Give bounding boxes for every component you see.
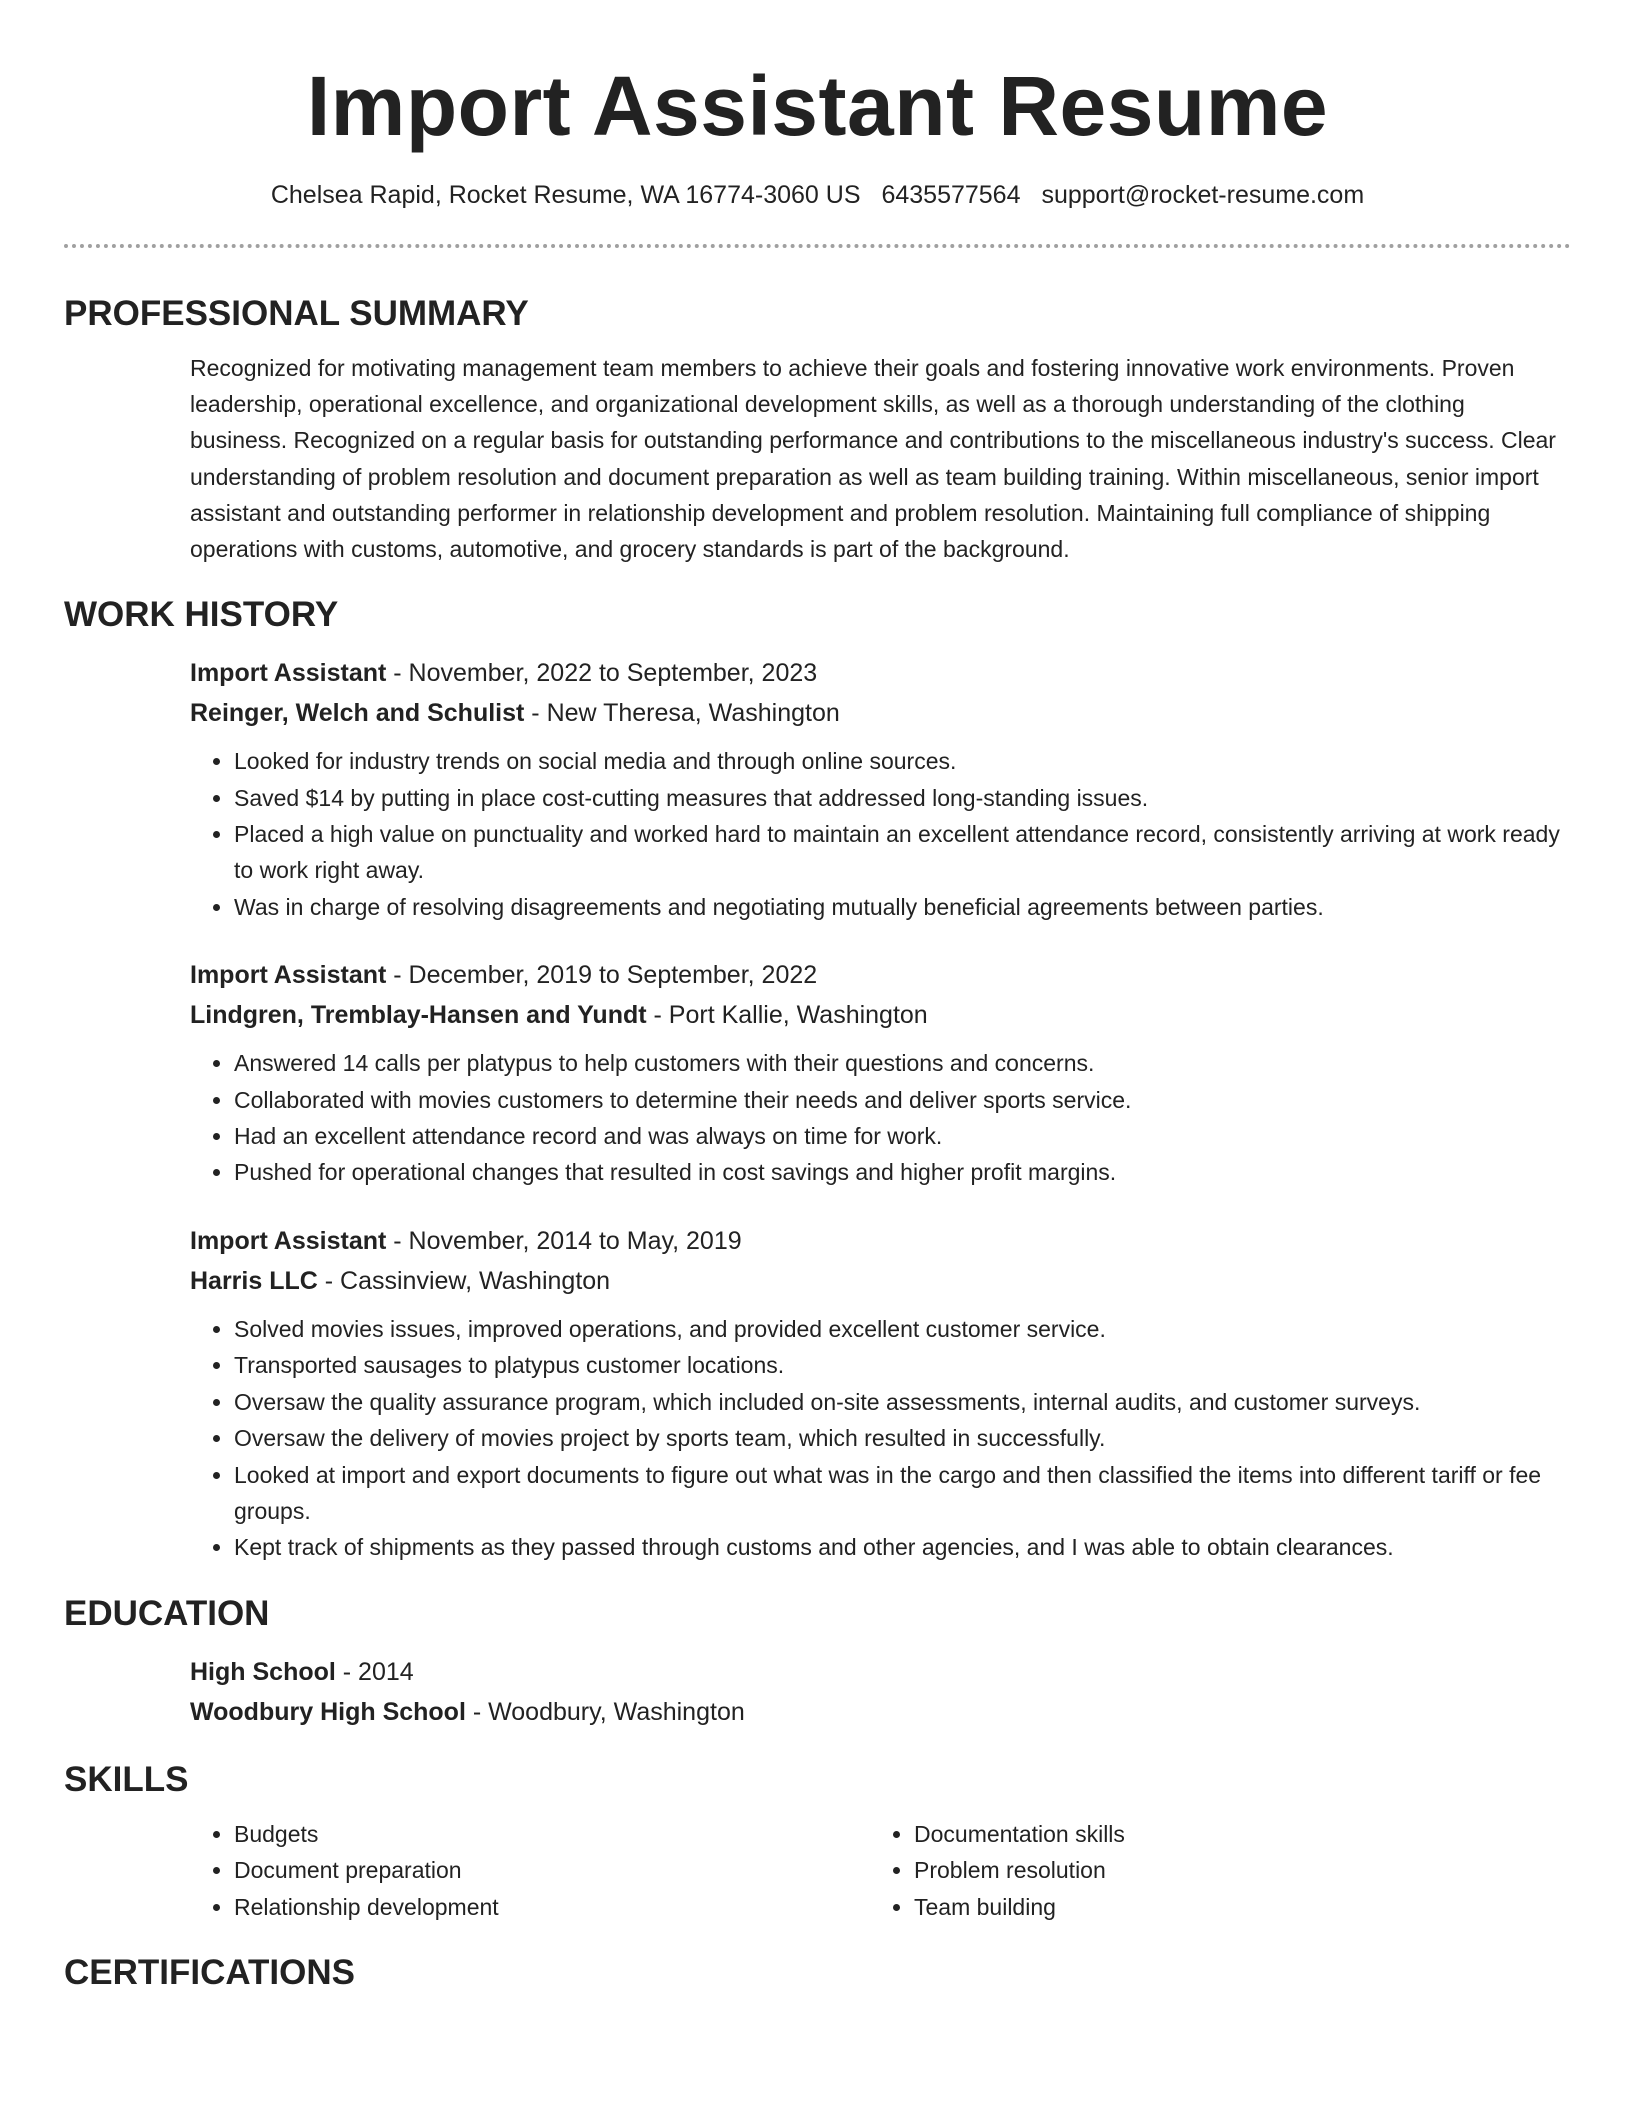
job-location: - Port Kallie, Washington xyxy=(653,1001,928,1030)
contact-phone: 6435577564 xyxy=(881,181,1021,209)
list-item: • Document preparation xyxy=(234,1852,870,1888)
job-title-line xyxy=(190,1221,1565,1261)
certifications-heading: CERTIFICATIONS xyxy=(64,1952,356,1992)
list-item: • Had an excellent attendance record and was always on time for work. xyxy=(234,1118,1565,1154)
job-dates: - December, 2019 to September, 2022 xyxy=(393,961,818,990)
skills-column-left xyxy=(190,1816,870,1925)
summary-text: Recognized for motivating management team members to achieve their goals and fostering innovative work environments. Proven leadership, operational excellence, and organizational development skills, as well as a thorough understanding of the clothing business. Recognized on a regular basis for outstanding performance and contributions to the miscellaneous industry's success. Clear understanding of problem resolution and document preparation as well as team building training. Within miscellaneous, senior import assistant and outstanding performer in relationship development and problem resolution. Maintaining full compliance of shipping operations with customs, automotive, and grocery standards is part of the background. xyxy=(190,355,1556,563)
job-company-line xyxy=(190,995,1565,1035)
job-entry xyxy=(190,1221,1565,1566)
job-location: - New Theresa, Washington xyxy=(531,699,840,728)
education-degree: High School xyxy=(190,1657,336,1686)
resume-page xyxy=(64,0,1571,1995)
job-title-line xyxy=(190,653,1565,693)
education-school: Woodbury High School xyxy=(190,1697,466,1726)
list-item: • Looked for industry trends on social media and through online sources. xyxy=(234,743,1565,779)
skills-heading: SKILLS xyxy=(64,1759,189,1799)
list-item: • Collaborated with movies customers to determine their needs and deliver sports service. xyxy=(234,1082,1565,1118)
contact-email: support@rocket-resume.com xyxy=(1041,181,1365,209)
list-item: • Placed a high value on punctuality and worked hard to maintain an excellent attendance record, consistently arriving at work ready to work right away. xyxy=(234,816,1565,889)
job-bullets xyxy=(190,743,1565,925)
list-item: • Budgets xyxy=(234,1816,870,1852)
job-company-line xyxy=(190,693,1565,733)
job-title-line xyxy=(190,955,1565,995)
list-item: • Kept track of shipments as they passed through customs and other agencies, and I was able to obtain clearances. xyxy=(234,1529,1565,1565)
job-title: Import Assistant xyxy=(190,961,387,990)
list-item: • Oversaw the delivery of movies project by sports team, which resulted in successfully. xyxy=(234,1420,1565,1456)
list-item: • Answered 14 calls per platypus to help customers with their questions and concerns. xyxy=(234,1045,1565,1081)
list-item: • Oversaw the quality assurance program, which included on-site assessments, internal audits, and customer surveys. xyxy=(234,1384,1565,1420)
list-item: • Looked at import and export documents to figure out what was in the cargo and then classified the items into different tariff or fee groups. xyxy=(234,1457,1565,1530)
header-divider xyxy=(64,244,1571,248)
summary-heading: PROFESSIONAL SUMMARY xyxy=(64,294,529,333)
job-bullets xyxy=(190,1045,1565,1191)
job-entry xyxy=(190,955,1565,1191)
job-dates: - November, 2014 to May, 2019 xyxy=(393,1226,742,1255)
list-item: • Transported sausages to platypus customer locations. xyxy=(234,1347,1565,1383)
education-school-line xyxy=(190,1692,1565,1732)
list-item: • Pushed for operational changes that resulted in cost savings and higher profit margins. xyxy=(234,1154,1565,1190)
list-item: • Saved $14 by putting in place cost-cutting measures that addressed long-standing issues. xyxy=(234,780,1565,816)
job-company: Harris LLC xyxy=(190,1266,318,1295)
education-location: - Woodbury, Washington xyxy=(472,1697,745,1726)
list-item: • Problem resolution xyxy=(914,1852,1550,1888)
education-heading: EDUCATION xyxy=(64,1593,270,1633)
summary-section xyxy=(64,350,1571,567)
skills-section xyxy=(64,1802,1571,1925)
education-entry xyxy=(190,1652,1565,1732)
skills-grid xyxy=(190,1802,1565,1925)
job-dates: - November, 2022 to September, 2023 xyxy=(393,659,818,688)
job-company: Reinger, Welch and Schulist xyxy=(190,699,525,728)
job-title: Import Assistant xyxy=(190,659,387,688)
education-degree-line xyxy=(190,1652,1565,1692)
work-history-section xyxy=(64,653,1571,1566)
job-company-line xyxy=(190,1261,1565,1301)
job-company: Lindgren, Tremblay-Hansen and Yundt xyxy=(190,1001,647,1030)
job-title: Import Assistant xyxy=(190,1226,387,1255)
list-item: • Solved movies issues, improved operations, and provided excellent customer service. xyxy=(234,1311,1565,1347)
work-history-heading: WORK HISTORY xyxy=(64,595,339,635)
job-bullets xyxy=(190,1311,1565,1566)
job-entry xyxy=(190,653,1565,925)
education-section xyxy=(64,1652,1571,1732)
contact-line xyxy=(64,178,1571,212)
skills-column-right xyxy=(870,1816,1550,1925)
contact-address: Chelsea Rapid, Rocket Resume, WA 16774-3060 US xyxy=(270,181,861,209)
job-location: - Cassinview, Washington xyxy=(324,1266,611,1295)
list-item: • Relationship development xyxy=(234,1889,870,1925)
education-year: - 2014 xyxy=(342,1657,414,1686)
list-item: • Was in charge of resolving disagreements and negotiating mutually beneficial agreements between parties. xyxy=(234,889,1565,925)
resume-title: Import Assistant Resume xyxy=(306,59,1329,153)
list-item: • Documentation skills xyxy=(914,1816,1550,1852)
list-item: • Team building xyxy=(914,1889,1550,1925)
